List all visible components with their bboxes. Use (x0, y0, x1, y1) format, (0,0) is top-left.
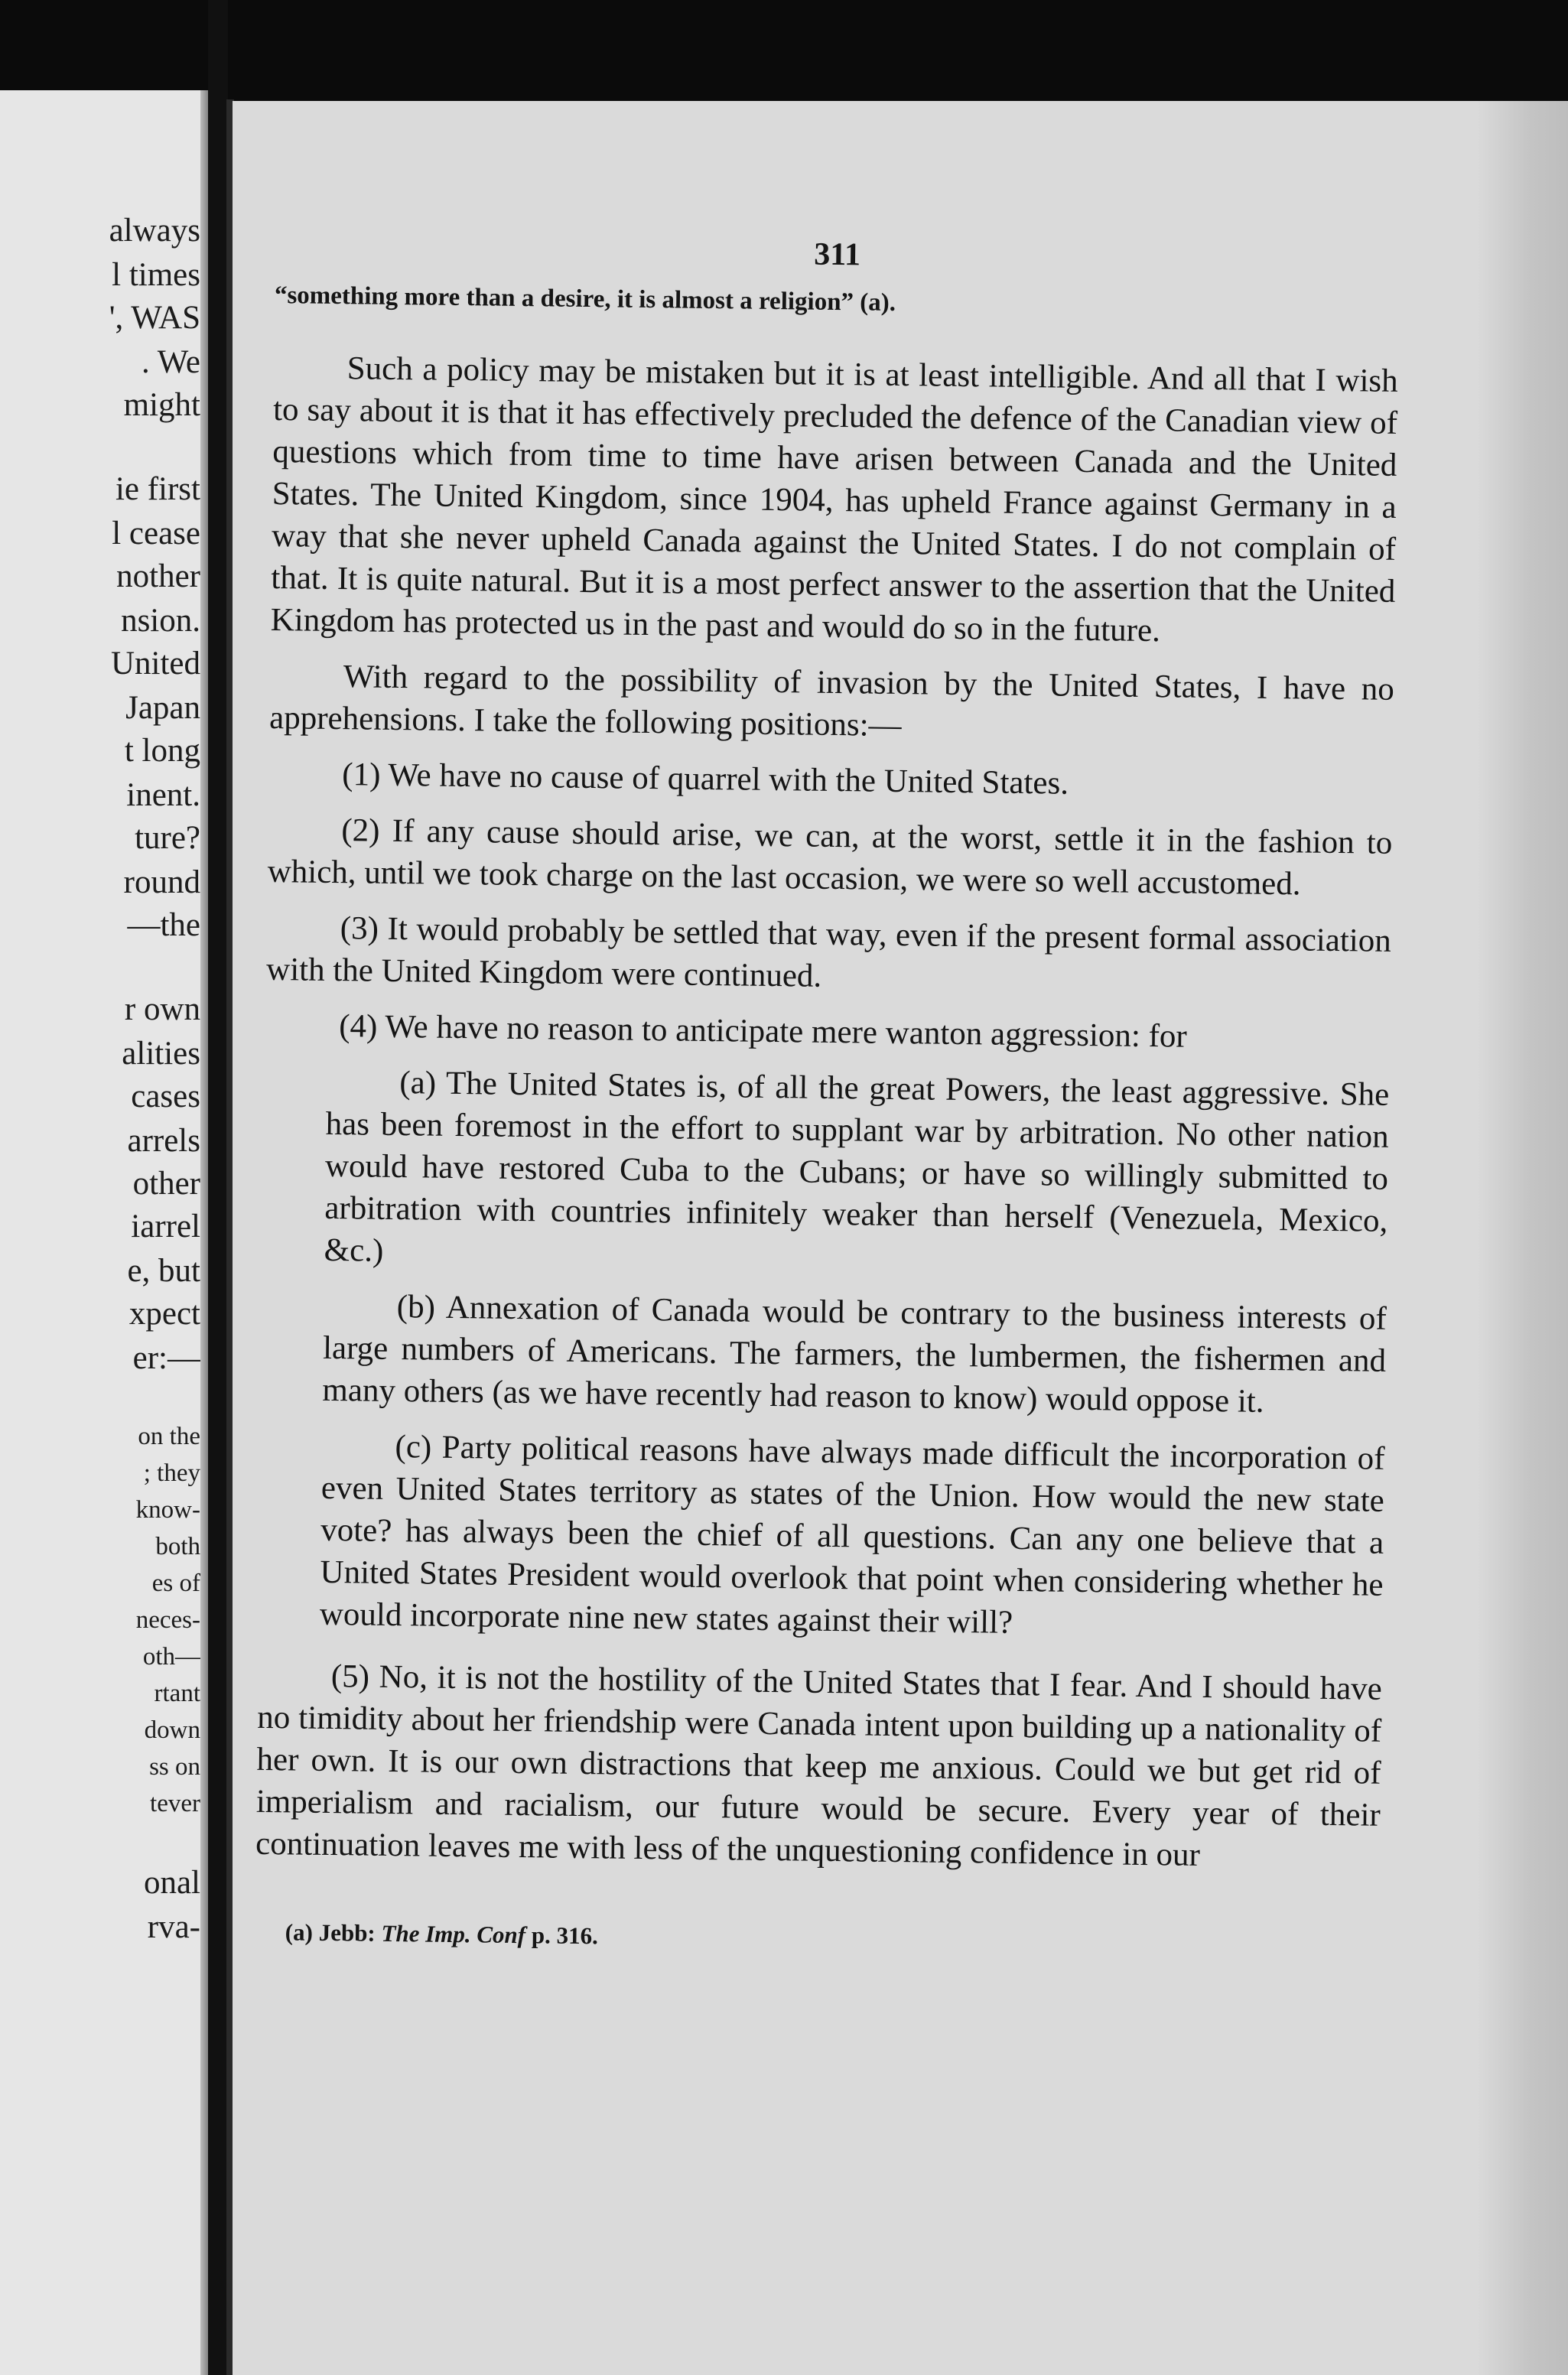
left-page-line: inent. (126, 777, 200, 813)
left-page-line: —the (127, 907, 200, 943)
left-page-line: arrels (127, 1123, 200, 1159)
page-number: 311 (814, 236, 861, 273)
left-page-line: er:— (132, 1340, 200, 1376)
paragraph-policy: Such a policy may be mistaken but it is at least intelligible. And all that I wish to say about it is that it has effectively precluded the defence of the Canadian view of questions which from time to time have arisen between Canada and the United States. The United Kingdom, since 1904, has upheld France against Germany in a way that she never upheld Canada against the United States. I do not complain of that. It is quite natural. But it is a most perfect answer to the assertion that the United Kingdom has protected us in the past and would do so in the future. (270, 350, 1398, 649)
left-page-line: both (155, 1533, 200, 1560)
left-page-line: know- (135, 1496, 200, 1524)
left-page-line: r own (124, 991, 200, 1027)
left-page-line: l cease (112, 516, 200, 551)
footnote-title: The Imp. Conf (381, 1919, 526, 1949)
left-page-line: ture? (135, 820, 200, 856)
left-page-line: ; they (143, 1459, 200, 1487)
position-4-sub-b: (b) Annexation of Canada would be contrary to the business interests of large numbers of Americans. The farmers, the lumbermen, the fishermen and many others (as we have recently had reason to know) would oppose it. (322, 1289, 1387, 1420)
left-page-line: down (144, 1716, 200, 1744)
left-facing-page (0, 90, 208, 2375)
left-page-line: other (132, 1166, 200, 1202)
left-page-line: onal (143, 1865, 200, 1901)
left-page-line: l times (112, 257, 200, 293)
left-page-line: always (109, 213, 200, 249)
left-page-line: . We (142, 344, 200, 380)
page-content (255, 229, 1400, 1960)
position-2: (2) If any cause should arise, we can, at the worst, settle it in the fashion to which, until we took charge on the last occasion, we were so well accustomed. (267, 812, 1393, 903)
left-page-line: nother (116, 558, 200, 594)
position-1: (1) We have no cause of quarrel with the United States. (342, 756, 1069, 802)
left-page-line: Japan (125, 690, 200, 726)
footnote-label: (a) Jebb: (285, 1918, 376, 1947)
left-page-line: on the (138, 1423, 200, 1450)
left-page-line: might (123, 387, 200, 423)
left-page-line: oth— (142, 1643, 200, 1671)
position-5: (5) No, it is not the hostility of the United States that I fear. And I should have no timidity about her friendship were Canada intent upon building up a nationality of her own. It is our own distractions that keep me anxious. Could we but get rid of imperialism and racialism, our future would be secure. Every year of their continuation leaves me with less of the unquestioning confidence in our (255, 1658, 1383, 1873)
left-page-line: tever (150, 1790, 200, 1817)
left-page-line: rtant (154, 1680, 200, 1707)
position-4-sub-a: (a) The United States is, of all the great Powers, the least aggressive. She has been foremost in the effort to supplant war by arbitration. No other nation would have restored Cuba to the Cubans; or have so willingly submitted to arbitration with countries infinitely weaker than herself (Venezuela, Mexico, &c.) (324, 1065, 1390, 1269)
paragraph-invasion: With regard to the possibility of invasion by the United States, I have no apprehensions. I take the following positions:— (268, 659, 1395, 744)
left-page-line: neces- (135, 1606, 200, 1634)
left-page-line: ss on (149, 1753, 200, 1781)
left-page-line: xpect (128, 1296, 200, 1332)
left-page-line: e, but (127, 1253, 200, 1289)
left-page-line: t long (124, 733, 200, 769)
left-page-line: iarrel (131, 1209, 200, 1244)
book-spine-gap (208, 0, 228, 2375)
left-page-line: es of (151, 1570, 200, 1597)
left-page-line: alities (122, 1036, 200, 1072)
left-page-line: nsion. (121, 603, 200, 639)
continued-quotation: “something more than a desire, it is almost a religion” (a). (274, 281, 896, 317)
left-page-line: ', WAS (109, 300, 200, 336)
left-page-line: United (110, 646, 200, 682)
left-page-line: round (123, 864, 200, 900)
position-3: (3) It would probably be settled that way, even if the present formal association with the United Kingdom were continued. (265, 910, 1392, 994)
left-page-line: rva- (147, 1909, 200, 1945)
footnote-page: p. 316. (531, 1921, 599, 1950)
position-4: (4) We have no reason to anticipate mere wanton aggression: for (338, 1008, 1188, 1055)
right-page-outer-edge (1476, 101, 1568, 2375)
position-4-sub-c: (c) Party political reasons have always made difficult the incorporation of even United States territory as states of the Union. How would the new state vote? has always been the chief of all questions. Can any one believe that a United States President would overlook that point when considering whether he would incorporate nine new states against their will? (319, 1429, 1385, 1641)
left-page-line: ie first (115, 471, 200, 507)
left-page-line: cases (131, 1079, 200, 1114)
